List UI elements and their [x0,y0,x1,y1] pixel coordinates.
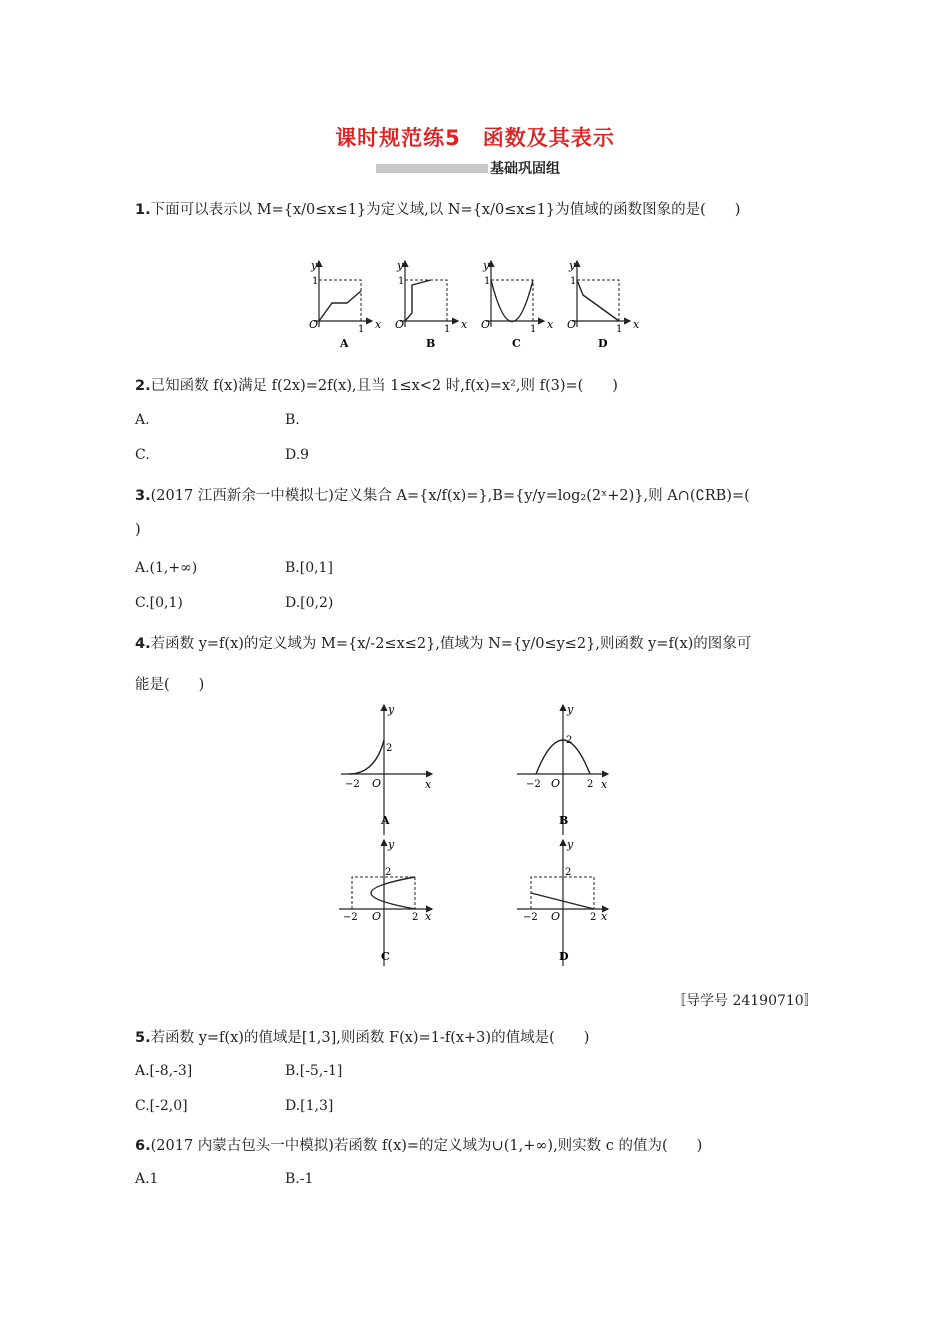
tick-label: 2 [587,779,594,790]
option-d: D.[0,2) [285,595,334,611]
axis-y-label: y [567,838,574,851]
option-a: A.[-8,-3] [135,1063,193,1079]
option-c: C.[-2,0] [135,1098,188,1114]
tick-label: 2 [385,867,392,878]
axis-x-label: x [375,318,382,331]
tick-label: 1 [570,276,577,287]
origin-label: O [309,318,319,331]
q1-graph-c [481,259,554,350]
graph-label: D [559,950,569,963]
question-number: 3. [135,488,151,504]
option-d: D.9 [285,447,310,463]
graph-label: D [598,337,608,350]
q1-graph-d [567,259,640,350]
question-3 [135,484,750,505]
question-text: (2017 江西新余一中模拟七)定义集合 A={x/f(x)=},B={y/y=log₂(2ˣ+2)},则 A∩(∁RB)=( [150,488,750,504]
q1-graph-a [309,259,382,350]
option-d: D.[1,3] [285,1098,334,1114]
question-6 [135,1134,702,1155]
axis-x-label: x [425,910,432,923]
section-bar [376,164,488,173]
tick-label: −2 [523,912,538,923]
question-text: 已知函数 f(x)满足 f(2x)=2f(x),且当 1≤x<2 时,f(x)=x²,则 f(3)=( ) [150,378,618,394]
graph-label: C [381,950,390,963]
tick-label: 1 [312,276,319,287]
option-a: A. [135,412,150,428]
axis-x-label: x [547,318,554,331]
axis-x-label: x [425,778,432,791]
q4-graph-c [339,838,432,966]
axis-y-label: y [397,259,404,272]
question-4-continued: 能是( ) [135,677,205,693]
question-number: 1. [135,202,151,218]
graph-label: B [559,814,569,827]
option-b: B.-1 [285,1171,314,1187]
option-b: B. [285,412,300,428]
axis-x-label: x [461,318,468,331]
page-title: 课时规范练5 函数及其表示 [335,126,615,150]
axis-x-label: x [633,318,640,331]
axis-y-label: y [567,703,574,716]
axis-y-label: y [569,259,576,272]
origin-label: O [567,318,577,331]
question-number: 5. [135,1030,151,1046]
axis-y-label: y [483,259,490,272]
origin-label: O [551,910,561,923]
q1-graph-b [395,259,468,350]
q4-graph-d [517,838,608,966]
axis-y-label: y [388,838,395,851]
graph-label: A [340,337,349,350]
q4-graphs [335,700,625,970]
tick-label: 2 [566,735,573,746]
q4-graph-a [341,703,432,835]
graph-label: C [512,337,521,350]
origin-label: O [551,777,561,790]
origin-label: O [395,318,405,331]
tick-label: 1 [358,324,365,335]
tick-label: −2 [345,779,360,790]
tick-label: 2 [565,867,572,878]
axis-y-label: y [311,259,318,272]
option-a: A.1 [135,1171,159,1187]
option-c: C. [135,447,150,463]
question-4 [135,632,751,653]
axis-x-label: x [601,910,608,923]
tick-label: 1 [398,276,405,287]
axis-y-label: y [388,703,395,716]
tick-label: 1 [484,276,491,287]
tick-label: 2 [386,743,393,754]
section-label: 基础巩固组 [490,161,560,177]
graph-label: A [381,814,390,827]
question-text: 若函数 y=f(x)的定义域为 M={x/-2≤x≤2},值域为 N={y/0≤y≤2},则函数 y=f(x)的图象可 [150,636,752,652]
origin-label: O [372,910,382,923]
graph-label: B [426,337,436,350]
question-text: (2017 内蒙古包头一中模拟)若函数 f(x)=的定义域为∪(1,+∞),则实数 c 的值为( ) [150,1138,703,1154]
option-a: A.(1,+∞) [135,560,198,576]
question-1 [135,198,740,219]
question-number: 6. [135,1138,151,1154]
tick-label: −2 [343,912,358,923]
option-b: B.[-5,-1] [285,1063,343,1079]
tick-label: 2 [412,912,419,923]
q1-graphs [300,255,650,355]
question-number: 2. [135,378,151,394]
origin-label: O [372,777,382,790]
tick-label: 1 [616,324,623,335]
guide-reference-number: 〚导学号 24190710〛 [672,993,818,1009]
tick-label: 2 [590,912,597,923]
tick-label: 1 [444,324,451,335]
q4-graph-b [517,703,608,835]
origin-label: O [481,318,491,331]
axis-x-label: x [601,778,608,791]
question-text: 下面可以表示以 M={x/0≤x≤1}为定义域,以 N={x/0≤x≤1}为值域的函数图象的是( ) [150,202,741,218]
option-c: C.[0,1) [135,595,183,611]
question-number: 4. [135,636,151,652]
question-5 [135,1026,589,1047]
question-2 [135,374,618,395]
tick-label: −2 [526,779,541,790]
tick-label: 1 [530,324,537,335]
question-3-continued: ) [135,522,141,538]
option-b: B.[0,1] [285,560,333,576]
question-text: 若函数 y=f(x)的值域是[1,3],则函数 F(x)=1-f(x+3)的值域是( ) [150,1030,590,1046]
